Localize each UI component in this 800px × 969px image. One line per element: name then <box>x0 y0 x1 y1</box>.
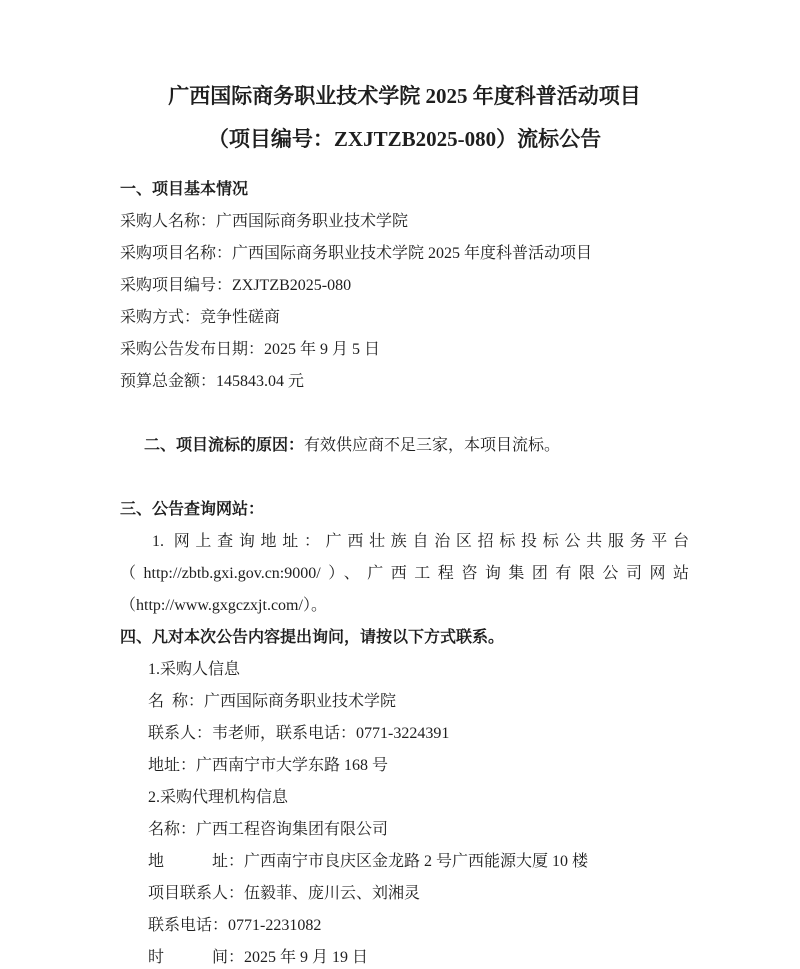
failed-bid-reason: 有效供应商不足三家，本项目流标。 <box>304 437 561 454</box>
agency-info-date: 时 间：2025 年 9 月 19 日 <box>148 949 369 966</box>
purchaser-info-address: 地址：广西南宁市大学东路 168 号 <box>148 757 389 774</box>
agency-info-address: 地 址：广西南宁市良庆区金龙路 2 号广西能源大厦 10 楼 <box>148 853 589 870</box>
title-line-1: 广西国际商务职业技术学院 2025 年度科普活动项目 <box>168 84 641 108</box>
agency-info-name: 名称：广西工程咨询集团有限公司 <box>148 821 389 838</box>
procurement-method-line: 采购方式：竞争性磋商 <box>120 309 281 326</box>
purchaser-name-line: 采购人名称：广西国际商务职业技术学院 <box>120 213 409 230</box>
section2-heading: 二、项目流标的原因： <box>144 437 305 454</box>
project-name-line: 采购项目名称：广西国际商务职业技术学院 2025 年度科普活动项目 <box>120 245 593 262</box>
announcement-date-line: 采购公告发布日期：2025 年 9 月 5 日 <box>120 341 381 358</box>
project-number-line: 采购项目编号：ZXJTZB2025-080 <box>120 277 352 294</box>
purchaser-info-contact: 联系人：韦老师，联系电话：0771-3224391 <box>148 725 450 742</box>
query-address-line-3: （http://www.gxgczxjt.com/）。 <box>120 597 327 614</box>
document-title <box>120 75 689 161</box>
title-line-2: （项目编号：ZXJTZB2025-080）流标公告 <box>207 127 602 151</box>
query-address-line-1: 1. 网上查询地址：广西壮族自治区招标投标公共服务平台 <box>152 533 689 550</box>
query-address-line-2: （http://zbtb.gxi.gov.cn:9000/）、广西工程咨询集团有限公司网站 <box>120 565 689 582</box>
purchaser-info-title: 1.采购人信息 <box>148 661 241 678</box>
agency-info-title: 2.采购代理机构信息 <box>148 789 289 806</box>
section4-heading: 四、凡对本次公告内容提出询问，请按以下方式联系。 <box>120 629 505 646</box>
section3-heading: 三、公告查询网站： <box>120 501 265 518</box>
section2-line <box>120 398 689 494</box>
section1-heading: 一、项目基本情况 <box>120 181 249 198</box>
budget-amount-line: 预算总金额：145843.04 元 <box>120 373 305 390</box>
purchaser-info-name: 名 称：广西国际商务职业技术学院 <box>148 693 397 710</box>
agency-info-phone: 联系电话：0771-2231082 <box>148 917 322 934</box>
document-body <box>120 174 689 969</box>
agency-info-contacts: 项目联系人：伍毅菲、庞川云、刘湘灵 <box>148 885 421 902</box>
